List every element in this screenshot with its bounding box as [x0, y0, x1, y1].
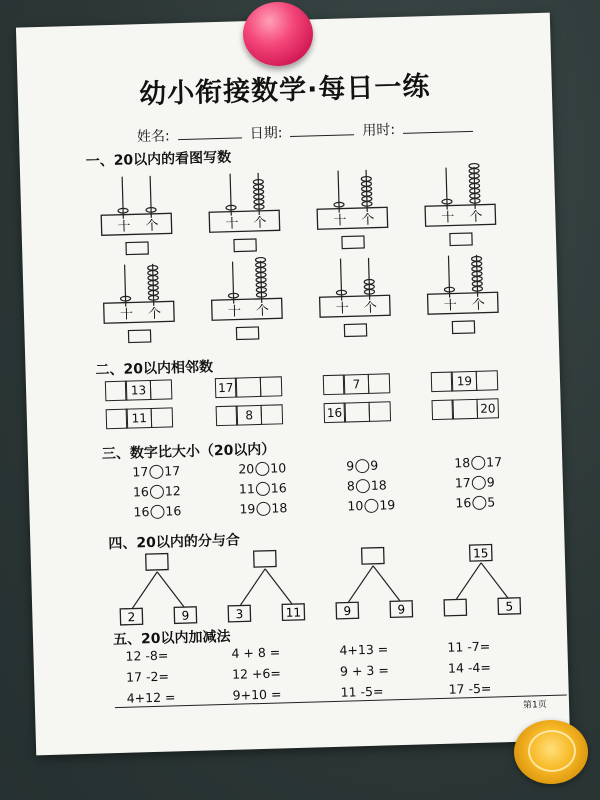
section-abacus-heading: 一、20以内的看图写数: [85, 149, 232, 170]
compare-left: 16: [455, 495, 472, 511]
compare-item: [238, 460, 286, 476]
compare-circle: [356, 478, 370, 492]
neighbor-cell: 17: [215, 378, 238, 399]
ones-label: 个: [253, 215, 267, 232]
compare-right: 5: [487, 494, 496, 510]
compare-item: [133, 503, 181, 519]
compare-right: 10: [270, 460, 287, 476]
neighbor-cell: [476, 370, 499, 391]
compare-right: 16: [165, 503, 182, 519]
split-tree-drawing: [333, 545, 415, 621]
split-left-box-value: 3: [235, 606, 244, 622]
neighbor-cell: [260, 376, 283, 397]
split-tree-drawing: [441, 542, 523, 618]
abacus-item: [98, 171, 176, 263]
ones-label: 个: [147, 306, 162, 323]
abacus-drawing: [422, 162, 500, 250]
answer-box: [126, 242, 148, 255]
compare-right: 18: [370, 477, 387, 493]
tens-label: 十: [117, 219, 131, 235]
arithmetic-problem: 11 -7=: [447, 638, 491, 655]
abacus-item: [314, 165, 392, 257]
neighbor-cell: [430, 372, 453, 393]
compare-circle: [256, 501, 270, 515]
abacus-drawing: [206, 168, 284, 256]
neighbor-group: [106, 379, 173, 401]
arithmetic-problem: 14 -4=: [447, 659, 492, 676]
compare-item: [347, 497, 395, 513]
arithmetic-problem: 9 + 3 =: [339, 662, 390, 679]
ones-label: 个: [255, 303, 270, 320]
abacus-drawing: [424, 250, 502, 338]
compare-item: [239, 500, 287, 516]
split-left-box-value: 9: [343, 603, 352, 619]
split-tree-drawing: [225, 548, 307, 624]
compare-item: [455, 494, 495, 510]
split-top-box: [254, 551, 276, 568]
name-label: 姓名:: [136, 128, 170, 146]
answer-box: [450, 233, 472, 246]
section-split-heading: 四、20以内的分与合: [108, 532, 241, 553]
split-tree-drawing: [117, 551, 199, 627]
student-info-row: [137, 117, 474, 146]
abacus-item: [100, 259, 178, 351]
worksheet-paper: [16, 13, 570, 756]
compare-circle: [355, 458, 369, 472]
pink-magnet: [243, 2, 313, 66]
compare-left: 20: [238, 461, 255, 477]
compare-left: 11: [238, 481, 256, 497]
compare-circle: [472, 495, 486, 509]
neighbor-cell: [369, 401, 392, 422]
abacus-item: [424, 250, 502, 342]
arithmetic-problem: 17 -2=: [125, 668, 170, 685]
tens-label: 十: [119, 307, 134, 323]
section-compare-heading: 三、数字比大小（20以内）: [101, 441, 276, 463]
compare-circle: [150, 504, 164, 518]
compare-circle: [471, 455, 485, 469]
tens-label: 十: [227, 304, 242, 320]
split-tree: [117, 551, 199, 631]
compare-right: 17: [485, 454, 503, 470]
name-blank: [177, 123, 241, 140]
ones-label: 个: [469, 209, 483, 226]
answer-box: [236, 327, 258, 340]
neighbor-cell: [368, 373, 391, 394]
neighbor-group: [217, 404, 284, 426]
split-tree: [225, 548, 307, 628]
split-top-box: [362, 548, 384, 565]
neighbor-cell: [151, 407, 174, 428]
neighbor-group: [107, 407, 174, 429]
section-arithmetic-heading: 五、20以内加减法: [112, 628, 231, 649]
compare-left: 17: [132, 464, 149, 480]
compare-item: [346, 458, 378, 474]
compare-item: [455, 474, 495, 490]
arithmetic-problem: 4 + 8 =: [231, 644, 281, 661]
ones-label: 个: [363, 300, 378, 316]
split-left-box-value: 2: [127, 609, 136, 625]
split-left-box: [444, 599, 466, 616]
abacus-item: [316, 253, 394, 345]
compare-item: [239, 480, 287, 496]
neighbor-cell: [322, 375, 345, 396]
compare-left: 16: [132, 484, 150, 500]
compare-item: [133, 483, 181, 499]
abacus-drawing: [208, 256, 286, 344]
tens-label: 十: [333, 213, 347, 229]
arithmetic-problem: 4+13 =: [339, 641, 389, 658]
compare-item: [454, 454, 502, 470]
compare-right: 18: [271, 500, 288, 516]
compare-circle: [472, 475, 486, 489]
ones-label: 个: [361, 212, 375, 229]
compare-item: [132, 463, 180, 479]
compare-right: 9: [370, 457, 379, 473]
arithmetic-problem: 9+10 =: [232, 686, 282, 703]
neighbor-group: [325, 401, 392, 423]
tens-label: 十: [443, 298, 458, 314]
neighbor-cell: [452, 399, 479, 420]
answer-box: [452, 321, 474, 334]
tens-label: 十: [225, 216, 239, 232]
abacus-drawing: [100, 259, 178, 347]
neighbor-cell: [431, 400, 454, 421]
arithmetic-problem: 12 +6=: [231, 665, 282, 682]
compare-left: 19: [239, 501, 256, 517]
neighbor-cell: [344, 402, 371, 423]
abacus-item: [422, 162, 500, 254]
section-neighbor-heading: 二、20以内相邻数: [95, 359, 214, 379]
split-top-box-value: 15: [472, 546, 489, 561]
compare-circle: [149, 464, 163, 478]
arithmetic-problem: 4+12 =: [126, 689, 176, 706]
arithmetic-problem: 17 -5=: [448, 680, 492, 697]
tens-label: 十: [441, 210, 455, 226]
time-label: 用时:: [362, 122, 396, 139]
neighbor-cell: 8: [236, 405, 263, 426]
split-right-box-value: 9: [181, 608, 190, 623]
compare-right: 16: [270, 480, 287, 496]
compare-left: 18: [454, 455, 471, 471]
abacus-item: [206, 168, 284, 260]
compare-left: 8: [346, 478, 356, 494]
neighbor-cell: [235, 377, 262, 398]
neighbor-cell: [215, 406, 238, 427]
yellow-cup: [514, 720, 588, 784]
compare-item: [347, 477, 387, 493]
compare-circle: [364, 498, 378, 512]
compare-left: 17: [454, 475, 471, 491]
ones-bead: [255, 257, 265, 262]
worksheet-title: 幼小衔接数学·每日一练: [138, 71, 431, 111]
split-tree: [441, 542, 523, 622]
compare-circle: [256, 481, 270, 495]
ones-label: 个: [145, 218, 159, 235]
abacus-drawing: [98, 171, 176, 259]
compare-left: 10: [347, 498, 364, 514]
neighbor-group: [433, 398, 500, 420]
answer-box: [234, 239, 256, 252]
compare-circle: [150, 484, 164, 498]
split-top-box: [146, 554, 168, 571]
date-blank: [290, 120, 354, 137]
compare-right: 12: [164, 483, 181, 499]
page-number: 第1页: [522, 700, 547, 711]
neighbor-cell: 13: [125, 380, 152, 401]
neighbor-group: [216, 376, 283, 398]
time-blank: [403, 117, 473, 134]
tens-label: 十: [335, 301, 350, 317]
compare-left: 16: [133, 504, 150, 520]
abacus-drawing: [314, 165, 392, 253]
neighbor-cell: [150, 379, 173, 400]
ones-label: 个: [471, 297, 486, 313]
compare-right: 9: [486, 474, 495, 490]
neighbor-cell: [261, 404, 284, 425]
abacus-drawing: [316, 253, 394, 341]
compare-right: 19: [379, 497, 396, 513]
split-right-box-value: 11: [285, 605, 302, 620]
neighbor-cell: 19: [451, 371, 478, 392]
split-tree: [333, 545, 415, 625]
date-label: 日期:: [249, 125, 283, 143]
arithmetic-problem: 12 -8=: [125, 647, 169, 664]
neighbor-group: [324, 373, 391, 395]
ones-bead: [469, 163, 479, 168]
compare-right: 17: [164, 463, 181, 479]
compare-circle: [255, 461, 269, 475]
neighbor-cell: [105, 381, 128, 402]
answer-box: [344, 324, 366, 337]
answer-box: [128, 330, 150, 343]
neighbor-cell: [105, 409, 128, 430]
neighbor-cell: 20: [477, 398, 500, 419]
neighbor-cell: 16: [323, 403, 346, 424]
compare-left: 9: [346, 458, 355, 474]
neighbor-group: [432, 370, 499, 392]
split-right-box-value: 5: [505, 599, 514, 614]
split-right-box-value: 9: [397, 602, 406, 617]
abacus-item: [208, 256, 286, 348]
arithmetic-problem: 11 -5=: [340, 683, 384, 700]
neighbor-cell: 11: [126, 408, 153, 429]
answer-box: [342, 236, 364, 249]
neighbor-cell: 7: [343, 374, 370, 395]
